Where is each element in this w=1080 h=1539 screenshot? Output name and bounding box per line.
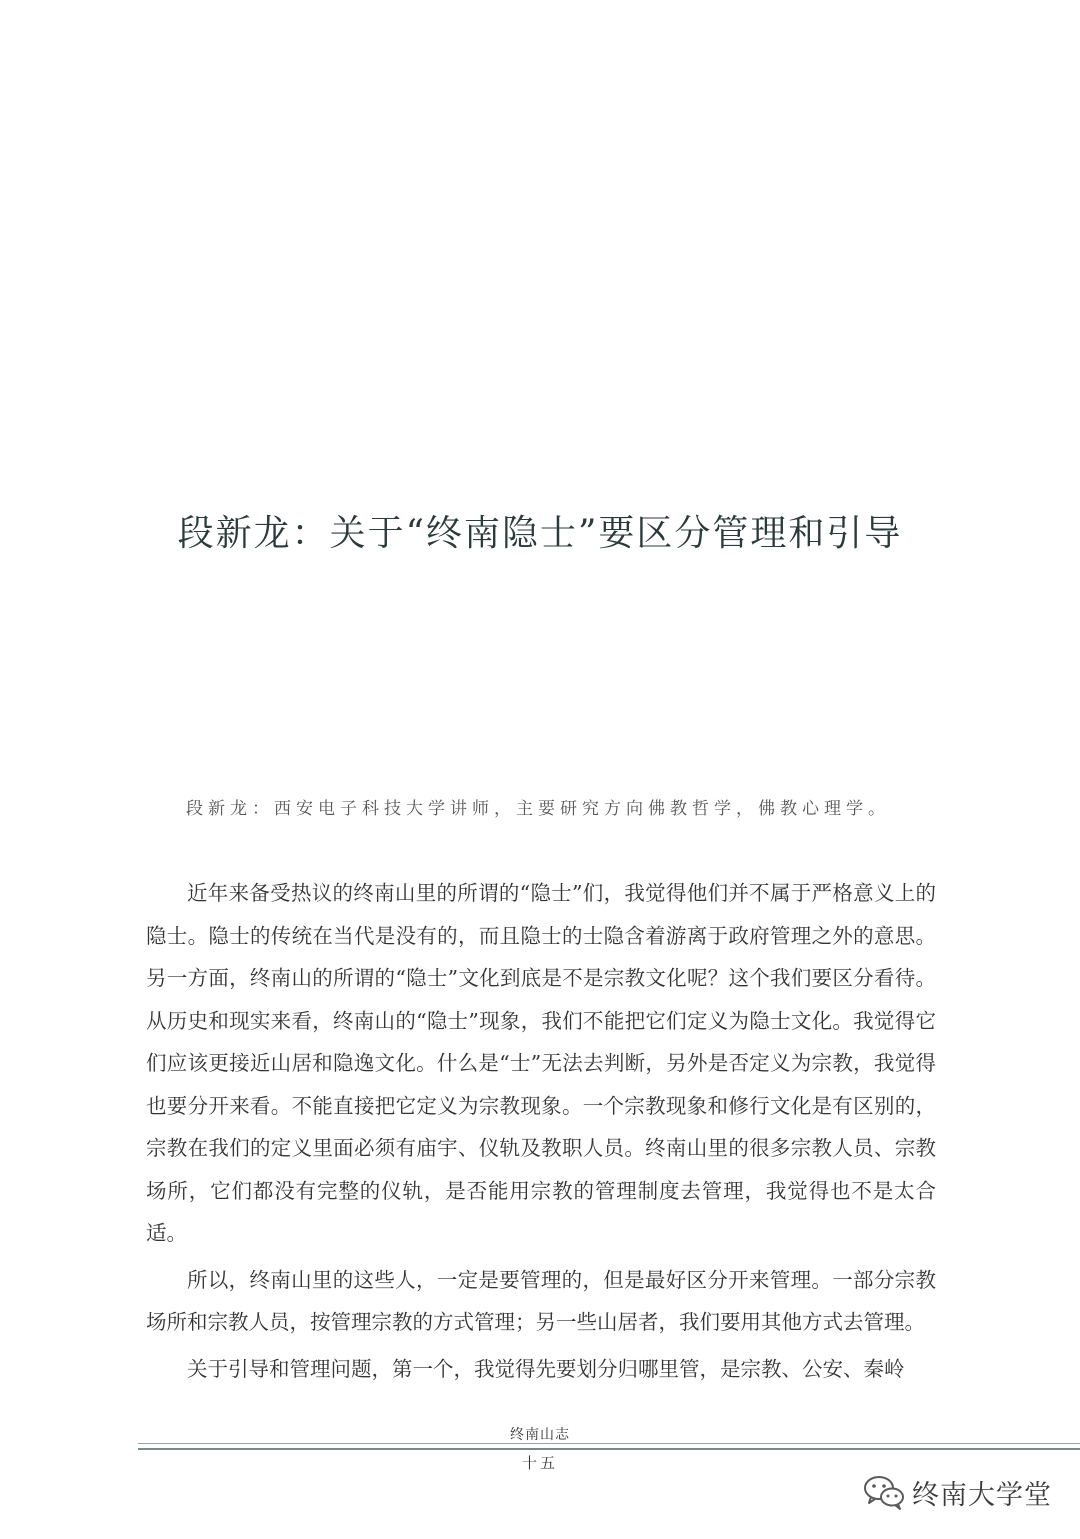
watermark-text: 终南大学堂 <box>912 1479 1052 1511</box>
article-body <box>146 872 936 1394</box>
article-title: 段新龙：关于“终南隐士”要区分管理和引导 <box>177 513 903 554</box>
paragraph: 近年来备受热议的终南山里的所谓的“隐士”们，我觉得他们并不属于严格意义上的隐士。隐士的传统在当代是没有的，而且隐士的士隐含着游离于政府管理之外的意思。另一方面，终南山的所谓的“隐士”文化到底是不是宗教文化呢？这个我们要区分看待。从历史和现实来看，终南山的“隐士”现象，我们不能把它们定义为隐士文化。我觉得它们应该更接近山居和隐逸文化。什么是“士”无法去判断，另外是否定义为宗教，我觉得也要分开来看。不能直接把它定义为宗教现象。一个宗教现象和修行文化是有区别的，宗教在我们的定义里面必须有庙宇、仪轨及教职人员。终南山里的很多宗教人员、宗教场所，它们都没有完整的仪轨，是否能用宗教的管理制度去管理，我觉得也不是太合适。 <box>146 881 936 1245</box>
footer-journal-name: 终南山志 <box>510 1427 570 1443</box>
wechat-icon <box>862 1472 906 1512</box>
paragraph: 关于引导和管理问题，第一个，我觉得先要划分归哪里管，是宗教、公安、秦岭 <box>187 1356 905 1381</box>
paragraph: 所以，终南山里的这些人，一定是要管理的，但是最好区分开来管理。一部分宗教场所和宗教人员，按管理宗教的方式管理；另一些山居者，我们要用其他方式去管理。 <box>146 1267 936 1334</box>
footer-divider <box>138 1448 1080 1450</box>
page-number: 十五 <box>521 1454 558 1472</box>
author-note: 段新龙：西安电子科技大学讲师，主要研究方向佛教哲学，佛教心理学。 <box>186 799 890 819</box>
footer-divider <box>138 1443 1080 1444</box>
watermark <box>862 1470 1052 1514</box>
